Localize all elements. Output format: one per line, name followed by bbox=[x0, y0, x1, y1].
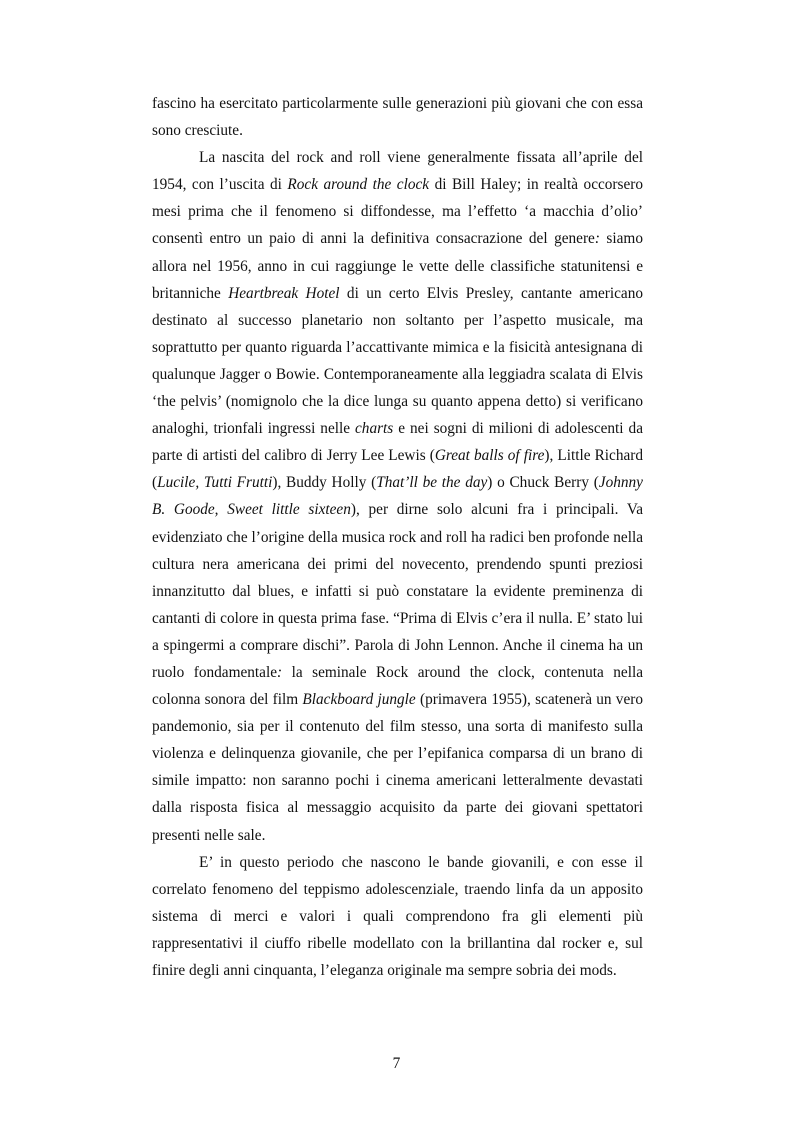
text-run: siamo allora nel 1956, anno in cui raggiunge le vette delle classifiche statunitensi e britanniche bbox=[152, 230, 643, 302]
text-run: ), per dirne solo alcuni fra i principali. Va evidenziato che l’origine della musica rock and roll ha radici ben profonde nella cultura nera americana dei primi del novecento, prendendo spunti preziosi innanzitutto dal blues, e infatti si può constatare la evidente preminenza di cantanti di colore in questa prima fase. “Prima di Elvis c’era il nulla. E’ stato lui a spingermi a comprare dischi”. Parola di John Lennon. Anche il cinema ha un ruolo fondamentale bbox=[152, 501, 643, 681]
italic-text: Blackboard jungle bbox=[302, 691, 416, 709]
page-number: 7 bbox=[392, 1055, 401, 1072]
text-run: ), Little Richard ( bbox=[152, 447, 643, 492]
italic-text: : bbox=[277, 663, 283, 681]
text-run: la seminale Rock around the clock, contenuta nella colonna sonora del film bbox=[152, 663, 643, 709]
paragraph bbox=[152, 144, 643, 848]
italic-text: Johnny B. Goode, Sweet little sixteen bbox=[152, 474, 643, 519]
italic-text: Great balls of fire bbox=[434, 447, 545, 465]
text-run: ) o Chuck Berry ( bbox=[487, 474, 599, 492]
text-run: fascino ha esercitato particolarmente sulle generazioni più giovani che con essa sono cresciute. bbox=[152, 95, 643, 140]
text-run: E’ in questo periodo che nascono le bande giovanili, e con esse il correlato fenomeno del teppismo adolescenziale, traendo linfa da un apposito sistema di merci e valori i quali comprendono fra gli elementi più rappresentativi il ciuffo ribelle modellato con la brillantina dal rocker e, sul finire degli anni cinquanta, l’eleganza originale ma sempre sobria dei mods. bbox=[152, 853, 643, 979]
text-run: di un certo Elvis Presley, cantante americano destinato al successo planetario non soltanto per l’aspetto musicale, ma soprattutto per quanto riguarda l’accattivante mimica e la fisicità antesignana di qualunque Jagger o Bowie. Contemporaneamente alla leggiadra scalata di Elvis ‘the pelvis’ (nomignolo che la dice lunga su quanto appena detto) si verificano analoghi, trionfali ingressi nelle bbox=[152, 284, 643, 438]
italic-text: Heartbreak Hotel bbox=[228, 284, 340, 302]
text-run: La nascita del rock and roll viene generalmente fissata all’aprile del 1954, con l’uscita di bbox=[152, 149, 643, 194]
italic-text: : bbox=[594, 230, 600, 248]
text-run: di Bill Haley; in realtà occorsero mesi prima che il fenomeno si diffondesse, ma l’effetto ‘a macchia d’olio’ consentì entro un paio di anni la definitiva consacrazione del genere bbox=[152, 176, 643, 248]
text-run: ), Buddy Holly ( bbox=[272, 474, 377, 492]
italic-text: Rock around the clock bbox=[287, 176, 430, 194]
italic-text: charts bbox=[355, 420, 394, 438]
paragraph bbox=[152, 90, 643, 144]
italic-text: Lucile, Tutti Frutti bbox=[157, 474, 273, 492]
paragraph bbox=[152, 849, 643, 984]
document-body bbox=[152, 90, 643, 984]
italic-text: That’ll be the day bbox=[376, 474, 488, 492]
text-run: e nei sogni di milioni di adolescenti da parte di artisti del calibro di Jerry Lee Lewis ( bbox=[152, 420, 643, 465]
text-run: (primavera 1955), scatenerà un vero pandemonio, sia per il contenuto del film stesso, una sorta di manifesto sulla violenza e delinquenza giovanile, che per l’epifanica comparsa di un brano di simile impatto: non saranno pochi i cinema americani letteralmente devastati dalla risposta fisica al messaggio acquisito da parte dei giovani spettatori presenti nelle sale. bbox=[152, 691, 643, 844]
